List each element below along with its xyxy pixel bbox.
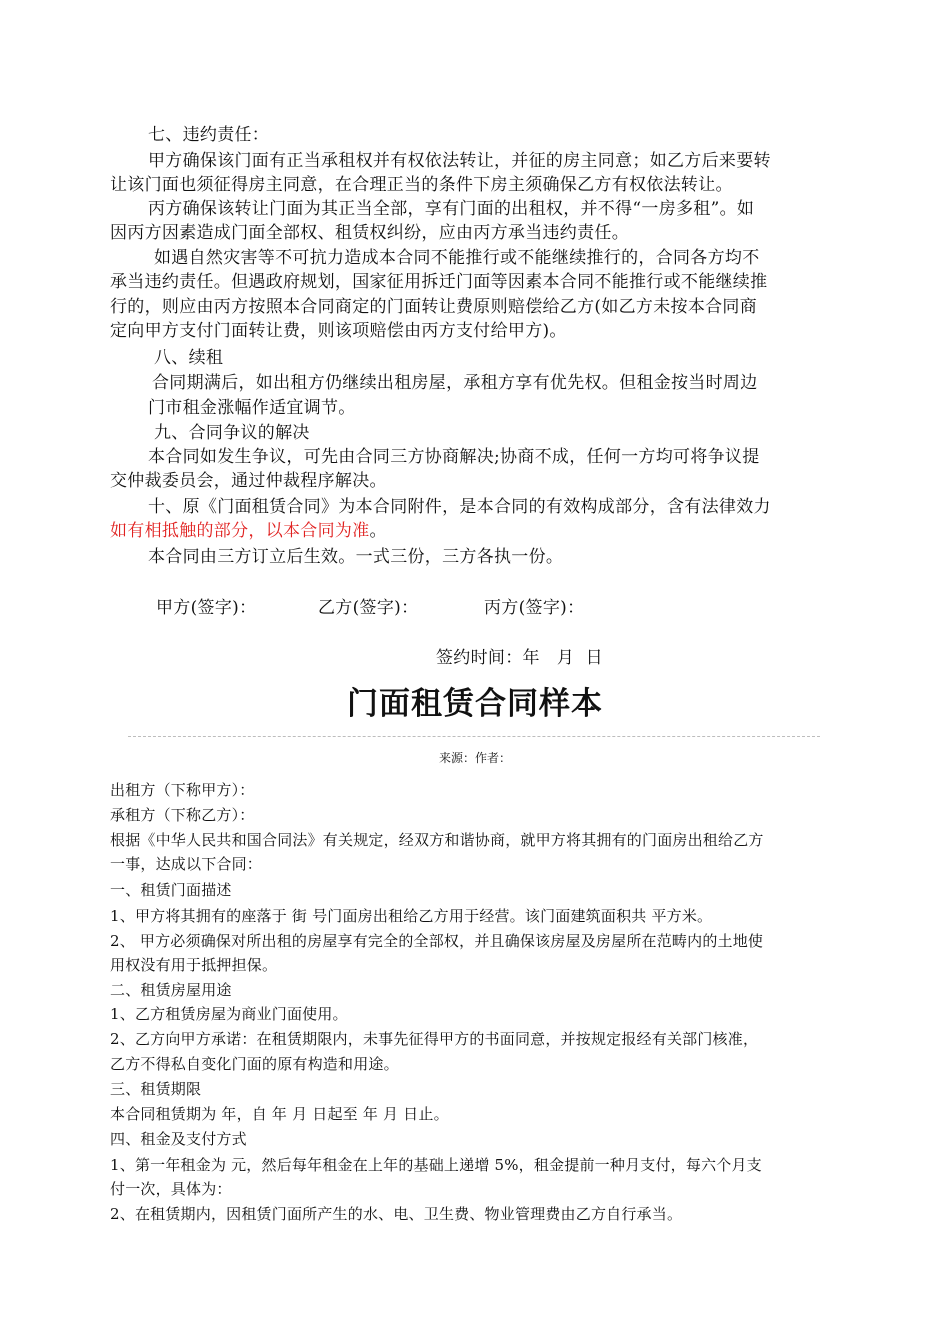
- paragraph-line: 合同期满后，如出租方仍继续出租房屋，承租方享有优先权。但租金按当时周边: [152, 373, 758, 393]
- paragraph-line: 定向甲方支付门面转让费，则该项赔偿由丙方支付给甲方)。: [110, 321, 567, 341]
- clause-heading: 三、租赁期限: [110, 1080, 202, 1098]
- section-7-heading: 七、违约责任：: [148, 125, 270, 145]
- paragraph-line: [110, 518, 387, 544]
- paragraph-line: 1、乙方租赁房屋为商业门面使用。: [110, 1005, 348, 1023]
- paragraph-line: 2、乙方向甲方承诺：在租赁期限内，未事先征得甲方的书面同意，并按规定报经有关部门核准，: [110, 1030, 759, 1048]
- signature-party-c: 丙方(签字)：: [484, 598, 585, 618]
- paragraph-line: 1、甲方将其拥有的座落于 街 号门面房出租给乙方用于经营。该门面建筑面积共 平方米。: [110, 907, 713, 925]
- paragraph-line: 门市租金涨幅作适宜调节。: [148, 398, 356, 418]
- paragraph-line: 甲方确保该门面有正当承租权并有权依法转让，并征的房主同意；如乙方后来要转: [148, 151, 771, 171]
- source-line: 来源：作者：: [438, 751, 511, 765]
- clause-heading: 二、租赁房屋用途: [110, 981, 232, 999]
- paragraph-line: 如遇自然灾害等不可抗力造成本合同不能推行或不能继续推行的，合同各方均不: [154, 248, 760, 268]
- section-8-heading: 八、续租: [154, 348, 224, 368]
- highlighted-text: 如有相抵触的部分，以本合同为准: [110, 521, 370, 541]
- section-9-heading: 九、合同争议的解决: [154, 423, 310, 443]
- paragraph-line: 一事，达成以下合同：: [110, 855, 263, 873]
- clause-heading: 一、租赁门面描述: [110, 881, 232, 899]
- lessor-line: 出租方（下称甲方）：: [110, 781, 255, 799]
- signature-party-b: 乙方(签字)：: [318, 598, 419, 618]
- paragraph-line: 1、第一年租金为 元，然后每年租金在上年的基础上递增 5%，租金提前一种月支付，每六个月支: [110, 1156, 762, 1174]
- paragraph-line: 行的，则应由丙方按照本合同商定的门面转让费原则赔偿给乙方(如乙方未按本合同商: [110, 297, 758, 317]
- dashed-divider: [128, 736, 820, 737]
- punctuation: 。: [369, 521, 387, 541]
- paragraph-line: 2、在租赁期内，因租赁门面所产生的水、电、卫生费、物业管理费由乙方自行承当。: [110, 1205, 683, 1223]
- paragraph-line: 乙方不得私自变化门面的原有构造和用途。: [110, 1055, 399, 1073]
- paragraph-line: 丙方确保该转让门面为其正当全部，享有门面的出租权，并不得“一房多租”。如: [148, 199, 755, 219]
- effect-clause: 本合同由三方订立后生效。一式三份，三方各执一份。: [148, 547, 564, 567]
- paragraph-line: 付一次，具体为：: [110, 1180, 232, 1198]
- paragraph-line: 用权没有用于抵押担保。: [110, 956, 278, 974]
- paragraph-line: 2、 甲方必须确保对所出租的房屋享有完全的全部权，并且确保该房屋及房屋所在范畴内的土地使: [110, 932, 764, 950]
- paragraph-line: 本合同如发生争议，可先由合同三方协商解决;协商不成，任何一方均可将争议提: [148, 447, 760, 467]
- paragraph-line: 本合同租赁期为 年，自 年 月 日起至 年 月 日止。: [110, 1105, 449, 1123]
- paragraph-line: 承当违约责任。但遇政府规划，国家征用拆迁门面等因素本合同不能推行或不能继续推: [110, 272, 768, 292]
- document-title: 门面租赁合同样本: [347, 686, 603, 722]
- lessee-line: 承租方（下称乙方）：: [110, 806, 255, 824]
- signature-party-a: 甲方(签字)：: [156, 598, 257, 618]
- paragraph-line: 让该门面也须征得房主同意，在合理正当的条件下房主须确保乙方有权依法转让。: [110, 175, 733, 195]
- sign-date: 签约时间：年 月 日: [436, 648, 603, 668]
- paragraph-line: 交仲裁委员会，通过仲裁程序解决。: [110, 471, 387, 491]
- clause-heading: 四、租金及支付方式: [110, 1130, 247, 1148]
- paragraph-line: 十、原《门面租赁合同》为本合同附件，是本合同的有效构成部分，含有法律效力: [148, 497, 771, 517]
- paragraph-line: 根据《中华人民共和国合同法》有关规定，经双方和谐协商，就甲方将其拥有的门面房出租给乙方: [110, 831, 764, 849]
- paragraph-line: 因丙方因素造成门面全部权、租赁权纠纷，应由丙方承当违约责任。: [110, 223, 629, 243]
